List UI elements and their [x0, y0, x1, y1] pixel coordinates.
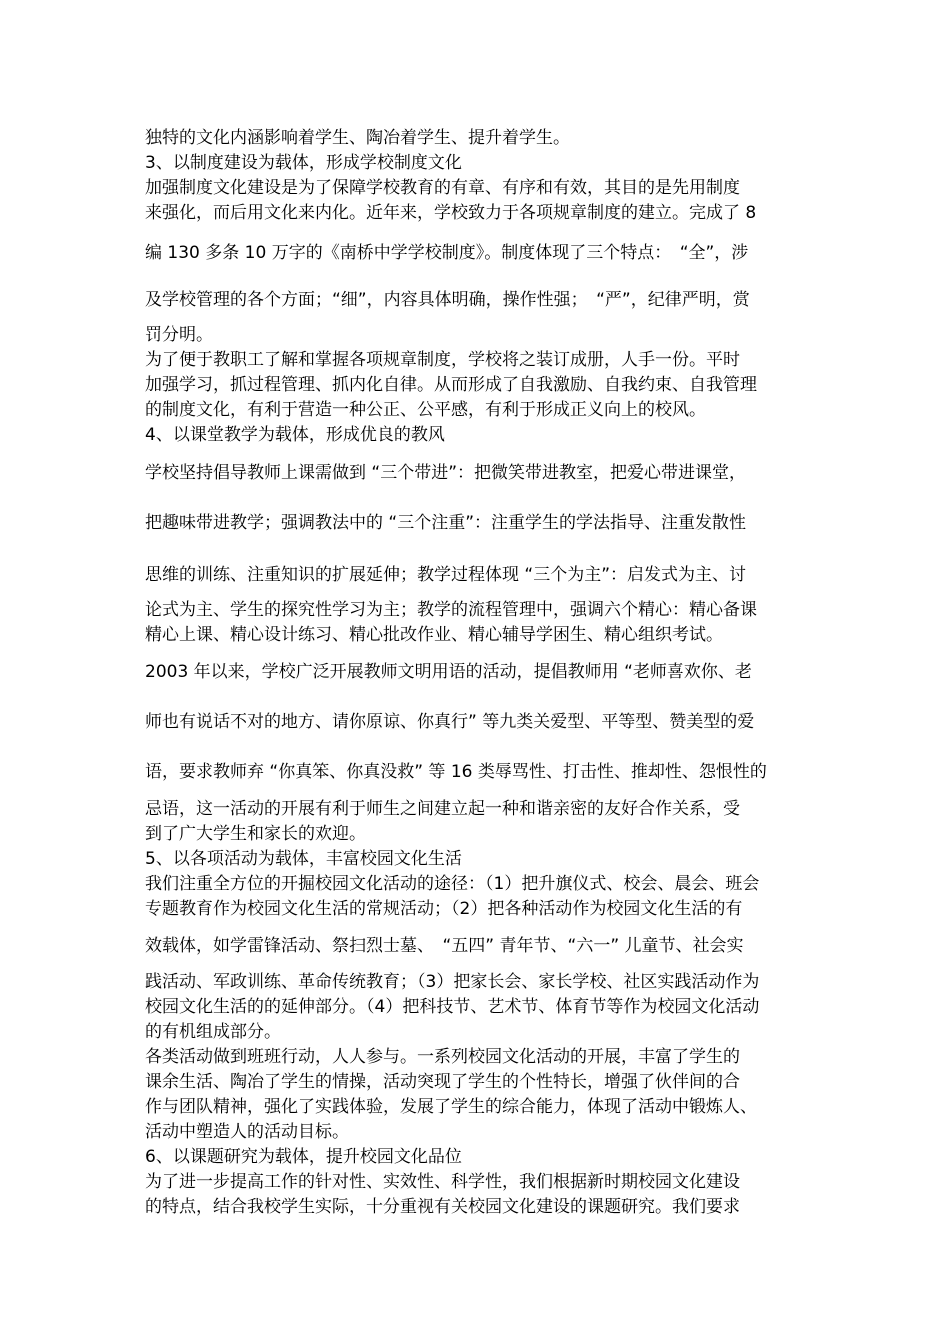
text-line: 编 130 多条 10 万字的《南桥中学学校制度》。制度体现了三个特点： “全”，涉	[145, 243, 749, 263]
text-line: 把趣味带进教学；强调教法中的 “三个注重”：注重学生的学法指导、注重发散性	[145, 513, 747, 533]
text-line: 师也有说话不对的地方、请你原谅、你真行” 等九类关爱型、平等型、赞美型的爱	[145, 712, 755, 732]
text-line: 校园文化生活的的延伸部分。（4）把科技节、艺术节、体育节等作为校园文化活动	[145, 997, 760, 1017]
text-line: 独特的文化内涵影响着学生、陶冶着学生、提升着学生。	[145, 128, 570, 148]
section-heading-6: 6、以课题研究为载体，提升校园文化品位	[145, 1147, 462, 1167]
text-line: 精心上课、精心设计练习、精心批改作业、精心辅导学困生、精心组织考试。	[145, 625, 723, 645]
text-line: 的有机组成部分。	[145, 1022, 281, 1042]
text-line: 为了便于教职工了解和掌握各项规章制度，学校将之装订成册，人手一份。平时	[145, 350, 740, 370]
text-line: 及学校管理的各个方面；“细”，内容具体明确，操作性强； “严”，纪律严明，赏	[145, 290, 750, 310]
text-line: 作与团队精神，强化了实践体验，发展了学生的综合能力，体现了活动中锻炼人、	[145, 1097, 757, 1117]
section-heading-3: 3、以制度建设为载体，形成学校制度文化	[145, 153, 462, 173]
text-line: 语，要求教师弃 “你真笨、你真没救” 等 16 类辱骂性、打击性、推却性、怨恨性的	[145, 762, 767, 782]
text-line: 加强学习，抓过程管理、抓内化自律。从而形成了自我激励、自我约束、自我管理	[145, 375, 757, 395]
text-line: 专题教育作为校园文化生活的常规活动；（2）把各种活动作为校园文化生活的有	[145, 899, 743, 919]
text-line: 的特点，结合我校学生实际，十分重视有关校园文化建设的课题研究。我们要求	[145, 1197, 740, 1217]
text-line: 加强制度文化建设是为了保障学校教育的有章、有序和有效，其目的是先用制度	[145, 178, 740, 198]
text-line: 践活动、军政训练、革命传统教育；（3）把家长会、家长学校、社区实践活动作为	[145, 972, 760, 992]
text-line: 到了广大学生和家长的欢迎。	[145, 824, 366, 844]
text-line: 论式为主、学生的探究性学习为主；教学的流程管理中，强调六个精心：精心备课	[145, 600, 757, 620]
text-line: 罚分明。	[145, 325, 213, 345]
text-line: 忌语，这一活动的开展有利于师生之间建立起一种和谐亲密的友好合作关系，受	[145, 799, 740, 819]
text-line: 为了进一步提高工作的针对性、实效性、科学性，我们根据新时期校园文化建设	[145, 1172, 740, 1192]
text-line: 学校坚持倡导教师上课需做到 “三个带进”：把微笑带进教室，把爱心带进课堂，	[145, 463, 747, 483]
section-heading-5: 5、以各项活动为载体，丰富校园文化生活	[145, 849, 462, 869]
text-line: 来强化，而后用文化来内化。近年来，学校致力于各项规章制度的建立。完成了 8	[145, 203, 757, 223]
text-line: 的制度文化，有利于营造一种公正、公平感，有利于形成正义向上的校风。	[145, 400, 706, 420]
text-line: 活动中塑造人的活动目标。	[145, 1122, 349, 1142]
text-line: 各类活动做到班班行动，人人参与。一系列校园文化活动的开展，丰富了学生的	[145, 1047, 740, 1067]
text-line: 思维的训练、注重知识的扩展延伸；教学过程体现 “三个为主”：启发式为主、讨	[145, 565, 747, 585]
section-heading-4: 4、以课堂教学为载体，形成优良的教风	[145, 425, 445, 445]
text-line: 效载体，如学雷锋活动、祭扫烈士墓、 “五四” 青年节、“六一” 儿童节、社会实	[145, 936, 744, 956]
text-line: 我们注重全方位的开掘校园文化活动的途径：（1）把升旗仪式、校会、晨会、班会	[145, 874, 760, 894]
text-line: 课余生活、陶冶了学生的情操，活动突现了学生的个性特长，增强了伙伴间的合	[145, 1072, 740, 1092]
text-line: 2003 年以来，学校广泛开展教师文明用语的活动，提倡教师用 “老师喜欢你、老	[145, 662, 752, 682]
